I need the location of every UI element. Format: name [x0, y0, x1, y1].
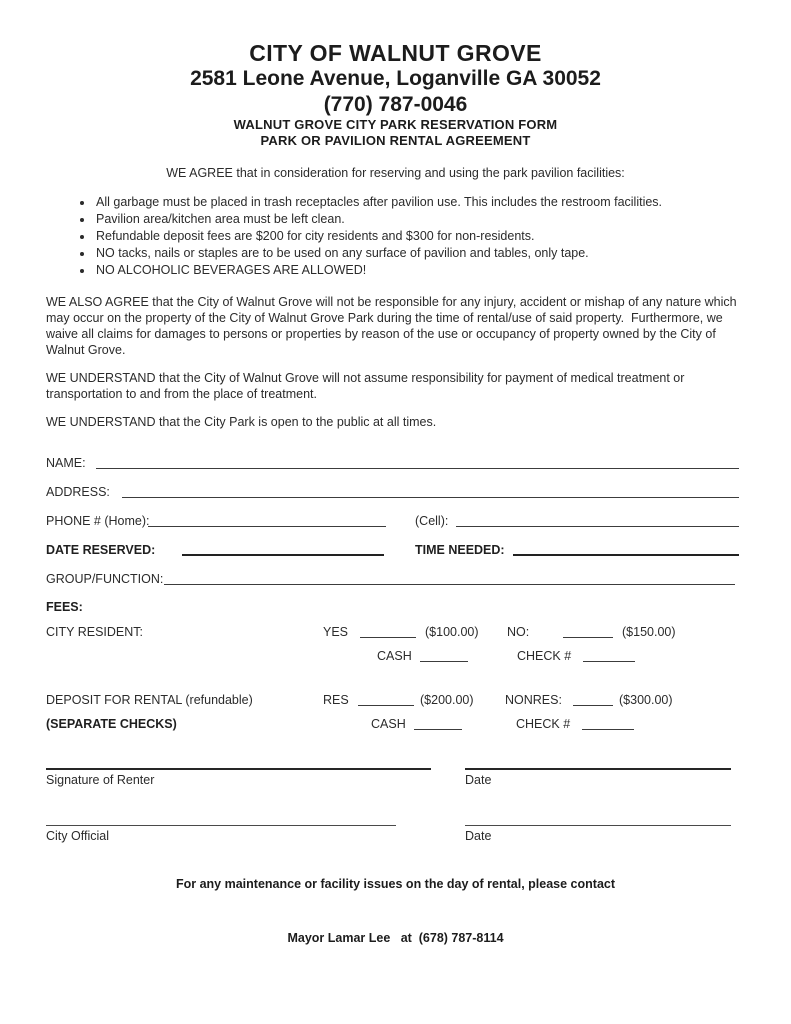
- rules-list: [72, 194, 791, 279]
- form-subtitle: WALNUT GROVE CITY PARK RESERVATION FORM: [233, 117, 558, 132]
- city-title: CITY OF WALNUT GROVE: [249, 40, 542, 66]
- deposit-res-label: RES: [323, 693, 349, 707]
- name-row: [46, 443, 745, 472]
- official-date-line[interactable]: [465, 825, 731, 826]
- time-needed-input-line[interactable]: [513, 554, 739, 556]
- resident-yes-label: YES: [323, 625, 349, 639]
- date-time-row: [46, 530, 745, 559]
- deposit-payment-row: [46, 709, 745, 733]
- resident-yes-input-line[interactable]: [360, 637, 416, 638]
- renter-signature-line[interactable]: [46, 768, 431, 770]
- phone-row: [46, 501, 745, 530]
- signature-section: [46, 768, 745, 844]
- liability-paragraph: WE ALSO AGREE that the City of Walnut Grove will not be responsible for any injury, accident or mishap of any nature which may occur on the property of the City of Walnut Grove Park during the time of rental/use of said property. Furthermore, we waive all claims for damages to persons or properties by reason of the use or occupancy of property owned by the City of Walnut Grove.: [46, 295, 741, 357]
- renter-date-label: Date: [465, 773, 492, 787]
- agreement-subtitle: PARK OR PAVILION RENTAL AGREEMENT: [260, 133, 531, 148]
- resident-check-label: CHECK #: [517, 649, 572, 663]
- rule-clean: • Pavilion area/kitchen area must be left clean.: [94, 211, 791, 228]
- date-reserved-label: DATE RESERVED:: [46, 543, 156, 557]
- public-access-paragraph: WE UNDERSTAND that the City Park is open to the public at all times.: [46, 415, 437, 429]
- resident-yes-amount: ($100.00): [425, 625, 479, 639]
- renter-date-line[interactable]: [465, 768, 731, 770]
- official-signature-label: City Official: [46, 829, 109, 843]
- official-signature-line[interactable]: [46, 825, 396, 826]
- address-label: ADDRESS:: [46, 485, 110, 499]
- deposit-nonres-input-line[interactable]: [573, 705, 613, 706]
- resident-cash-input-line[interactable]: [420, 661, 468, 662]
- medical-paragraph: WE UNDERSTAND that the City of Walnut Grove will not assume responsibility for payment of medical treatment or transportation to and from the place of treatment.: [46, 371, 688, 401]
- group-function-row: [46, 559, 745, 588]
- resident-no-label: NO:: [507, 625, 530, 639]
- city-phone-number: (770) 787-0046: [323, 93, 468, 116]
- group-function-input-line[interactable]: [164, 584, 735, 585]
- deposit-res-input-line[interactable]: [358, 705, 414, 706]
- resident-check-input-line[interactable]: [583, 661, 635, 662]
- address-input-line[interactable]: [122, 497, 739, 498]
- official-date-label: Date: [465, 829, 492, 843]
- date-reserved-input-line[interactable]: [182, 554, 384, 556]
- separate-checks-label: (SEPARATE CHECKS): [46, 717, 177, 731]
- agreement-intro: WE AGREE that in consideration for reserving and using the park pavilion facilities:: [166, 166, 625, 180]
- maintenance-contact-footer: [0, 839, 791, 983]
- deposit-check-label: CHECK #: [516, 717, 571, 731]
- renter-signature-label: Signature of Renter: [46, 773, 155, 787]
- form-header: [0, 0, 791, 149]
- city-resident-row: [46, 617, 745, 641]
- applicant-fields: [0, 443, 791, 588]
- rule-alcohol: • NO ALCOHOLIC BEVERAGES ARE ALLOWED!: [94, 262, 791, 279]
- name-input-line[interactable]: [96, 468, 739, 469]
- deposit-nonres-label: NONRES:: [505, 693, 562, 707]
- rule-deposit: • Refundable deposit fees are $200 for city residents and $300 for non-residents.: [94, 228, 791, 245]
- resident-no-amount: ($150.00): [622, 625, 676, 639]
- resident-payment-row: [46, 641, 745, 665]
- rule-tacks: • NO tacks, nails or staples are to be used on any surface of pavilion and tables, only tape.: [94, 245, 791, 262]
- deposit-cash-input-line[interactable]: [414, 729, 462, 730]
- group-function-label: GROUP/FUNCTION:: [46, 572, 164, 586]
- deposit-label: DEPOSIT FOR RENTAL (refundable): [46, 693, 253, 707]
- phone-home-label: PHONE # (Home):: [46, 514, 150, 528]
- deposit-cash-label: CASH: [371, 717, 406, 731]
- renter-date-col: [465, 768, 731, 788]
- rule-garbage: • All garbage must be placed in trash receptacles after pavilion use. This includes the restroom facilities.: [94, 194, 791, 211]
- address-row: [46, 472, 745, 501]
- deposit-check-input-line[interactable]: [582, 729, 634, 730]
- city-resident-label: CITY RESIDENT:: [46, 625, 144, 639]
- resident-cash-label: CASH: [377, 649, 412, 663]
- deposit-res-amount: ($200.00): [420, 693, 474, 707]
- footer-line2: Mayor Lamar Lee at (678) 787-8114: [287, 931, 504, 945]
- name-label: NAME:: [46, 456, 86, 470]
- resident-no-input-line[interactable]: [563, 637, 613, 638]
- phone-cell-input-line[interactable]: [456, 526, 739, 527]
- phone-cell-label: (Cell):: [415, 514, 449, 528]
- deposit-nonres-amount: ($300.00): [619, 693, 673, 707]
- city-address: 2581 Leone Avenue, Loganville GA 30052: [190, 67, 601, 90]
- renter-signature-col: [46, 768, 431, 788]
- fees-heading: FEES:: [46, 600, 83, 614]
- deposit-row: [46, 685, 745, 709]
- renter-signature-row: [46, 768, 745, 788]
- footer-line1: For any maintenance or facility issues on the day of rental, please contact: [175, 877, 616, 891]
- time-needed-label: TIME NEEDED:: [415, 543, 505, 557]
- phone-home-input-line[interactable]: [148, 526, 386, 527]
